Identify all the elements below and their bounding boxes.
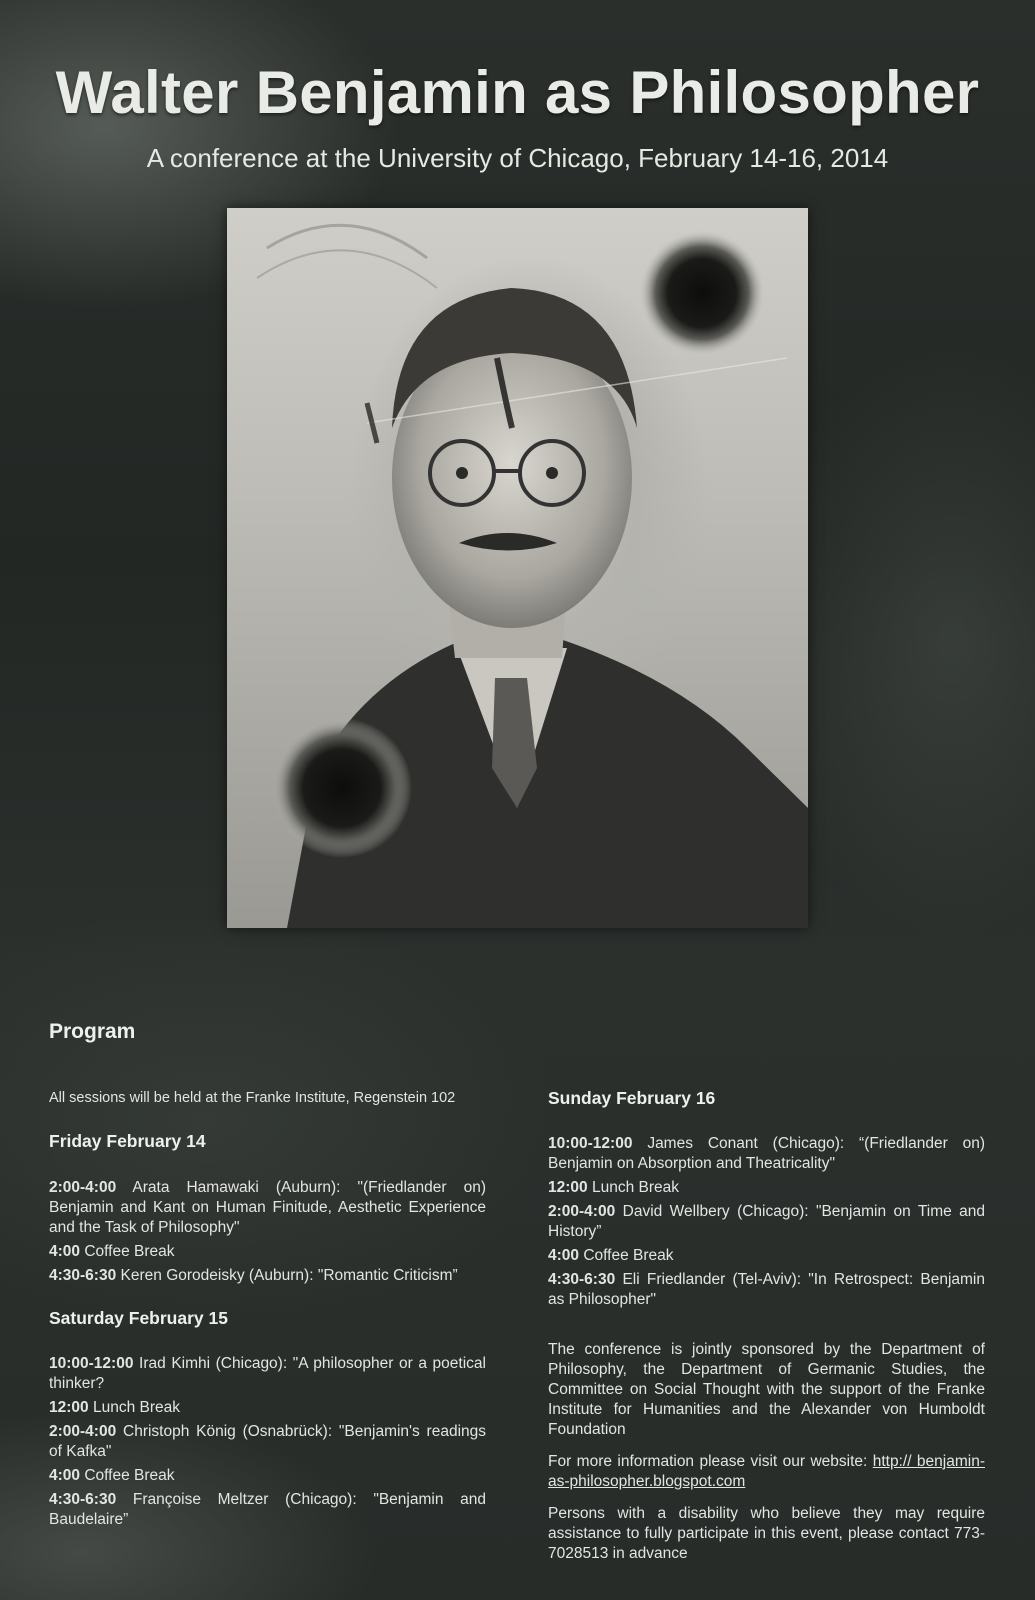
friday-heading: Friday February 14 [49,1131,206,1151]
poster-title: Walter Benjamin as Philosopher [55,59,980,126]
sponsors-text: The conference is jointly sponsored by the Department of Philosophy, the Department of Germanic Studies, the Committee on Social Thought with the support of the Franke Institute for Humanities and the Alexander von Humboldt Foundation [548,1341,985,1438]
info-text: For more information please visit our website: http:// benjamin-as-philosopher.blogspot.com [548,1453,985,1490]
program-heading: Program [49,1020,136,1043]
sunday-sessions [548,1134,985,1310]
session-item: 4:00 Coffee Break [548,1247,674,1264]
session-item: 12:00 Lunch Break [548,1179,679,1196]
saturday-heading: Saturday February 15 [49,1308,228,1328]
session-item: 4:00 Coffee Break [49,1243,175,1260]
session-item: 2:00-4:00 Arata Hamawaki (Auburn): "(Friedlander on) Benjamin and Kant on Human Finitude, Aesthetic Experience and the Task of Philosophy" [49,1179,486,1236]
accessibility-text: Persons with a disability who believe they may require assistance to fully participate in this event, please contact 773-7028513 in advance [548,1505,985,1562]
venue-text: All sessions will be held at the Franke Institute, Regenstein 102 [49,1090,456,1106]
session-item: 4:30-6:30 Keren Gorodeisky (Auburn): "Romantic Criticism” [49,1267,458,1284]
session-item: 2:00-4:00 David Wellbery (Chicago): "Benjamin on Time and History” [548,1203,985,1240]
saturday-sessions [49,1354,486,1530]
session-item: 2:00-4:00 Christoph König (Osnabrück): "Benjamin's readings of Kafka" [49,1423,486,1460]
session-item: 10:00-12:00 James Conant (Chicago): “(Friedlander on) Benjamin on Absorption and Theatricality" [548,1135,985,1172]
session-item: 4:30-6:30 Françoise Meltzer (Chicago): "Benjamin and Baudelaire” [49,1491,486,1528]
right-column [548,1088,985,1568]
session-item: 10:00-12:00 Irad Kimhi (Chicago): "A philosopher or a poetical thinker? [49,1355,486,1392]
website-link[interactable]: http:// benjamin-as-philosopher.blogspot.com [548,1453,985,1490]
sunday-heading: Sunday February 16 [548,1088,716,1108]
session-item: 4:00 Coffee Break [49,1467,175,1484]
session-item: 12:00 Lunch Break [49,1399,180,1416]
portrait-photo [227,208,808,928]
friday-sessions [49,1178,486,1286]
session-item: 4:30-6:30 Eli Friedlander (Tel-Aviv): "In Retrospect: Benjamin as Philosopher" [548,1271,985,1308]
poster-subtitle: A conference at the University of Chicago, February 14-16, 2014 [146,143,889,173]
portrait-illustration [227,208,808,928]
left-column [49,1088,486,1534]
